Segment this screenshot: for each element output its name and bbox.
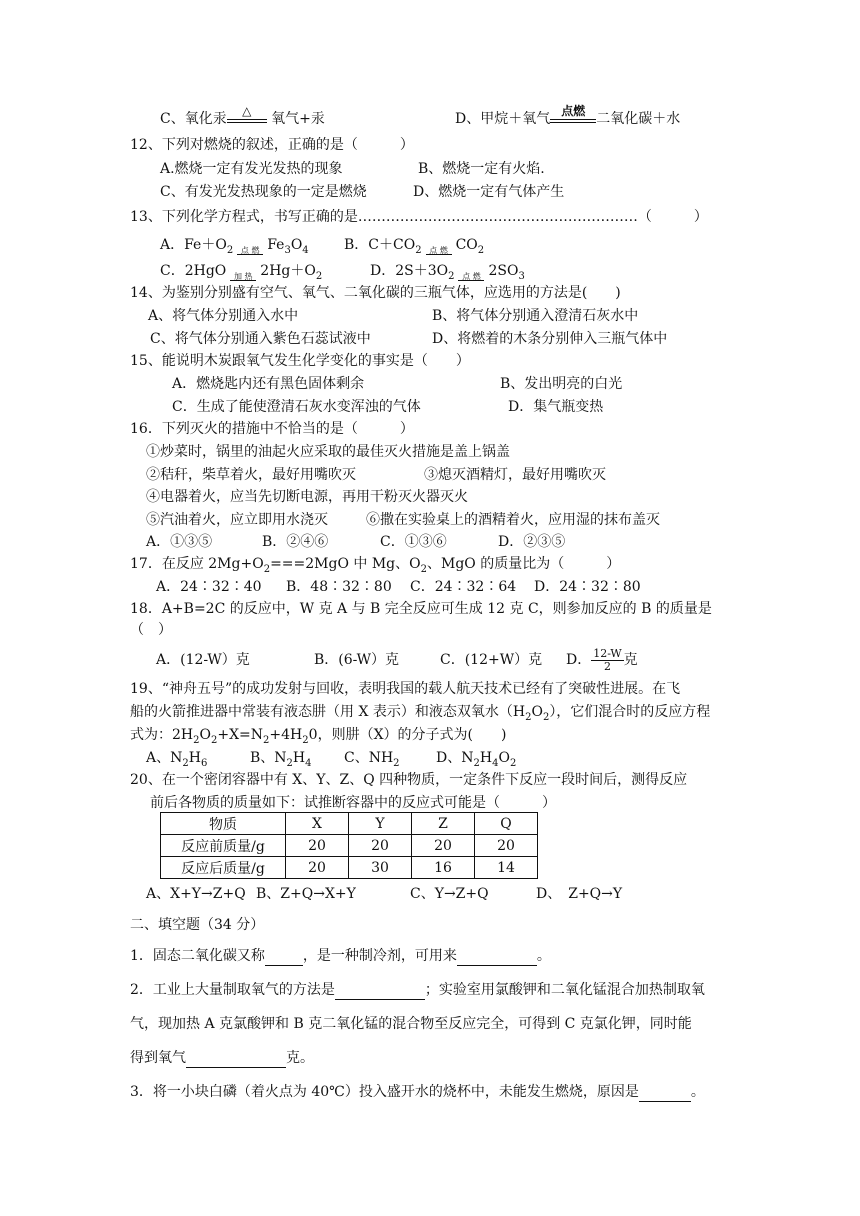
fill-question-1: 1．固态二氧化碳又称 ，是一种制冷剂，可用来 。 — [130, 948, 551, 964]
q19-option-d: D、$N_2H_4O_2$ — [436, 750, 517, 769]
q20-option-c: C、Y→Z+Q — [410, 886, 489, 902]
q19-line-1: 19、“神舟五号”的成功发射与回收，表明我国的载人航天技术已经有了突破性进展。在飞 — [130, 681, 681, 697]
q14-option-c: C、将气体分别通入紫色石蕊试液中 — [150, 331, 371, 347]
q16-option-b: B．②④⑥ — [262, 534, 329, 550]
q15-option-c: C．生成了能使澄清石灰水变浑浊的气体 — [172, 399, 421, 415]
q14-option-a: A、将气体分别通入水中 — [148, 308, 299, 324]
q13-option-b: B．$C+CO_2$ 点 燃 $CO_2$ — [344, 237, 485, 256]
q15-option-b: B、发出明亮的白光 — [500, 376, 623, 392]
q20-line-2: 前后各物质的质量如下：试推断容器中的反应式可能是（ ） — [150, 795, 556, 811]
q16-statement-3: ③熄灭酒精灯，最好用嘴吹灭 — [424, 467, 606, 483]
q18-stem: 18．A+B=2C 的反应中，W 克 A 与 B 完全反应可生成 12 克 C，则参加反应的 B 的质量是 — [130, 601, 712, 617]
fill-question-3: 3．将一小块白磷（着火点为 40℃）投入盛开水的烧杯中，未能发生燃烧，原因是 。 — [130, 1084, 705, 1100]
q11-option-c: C、氧化汞 △ 氧气+汞 — [160, 104, 325, 127]
q11-option-d: D、甲烷＋氧气 点燃 二氧化碳＋水 — [455, 104, 681, 127]
q17-option-c: C．24∶32∶64 — [410, 579, 517, 595]
heating-condition: △ — [227, 119, 267, 128]
q19-option-b: B、$N_2H_4$ — [250, 750, 312, 769]
table-cell: 20 — [349, 835, 412, 857]
table-row — [161, 835, 538, 857]
q20-option-a: A、X+Y→Z+Q — [146, 886, 246, 902]
q13-stem: 13、下列化学方程式，书写正确的是……………………………………………………（ ） — [130, 209, 708, 225]
q16-option-d: D．②③⑤ — [498, 534, 566, 550]
q16-stem: 16．下列灭火的措施中不恰当的是（ ） — [130, 421, 414, 437]
q20-option-b: B、Z+Q→X+Y — [256, 886, 356, 902]
q12-stem: 12、下列对燃烧的叙述，正确的是（ ） — [130, 137, 414, 153]
table-cell: 30 — [349, 857, 412, 879]
answer-blank[interactable] — [265, 947, 303, 966]
table-header-cell: 物质 — [161, 813, 286, 835]
q15-option-a: A．燃烧匙内还有黑色固体剩余 — [172, 376, 365, 392]
table-cell: 反应后质量/g — [161, 857, 286, 879]
ignition-condition: 点燃 — [550, 119, 596, 128]
q15-stem: 15、能说明木炭跟氧气发生化学变化的事实是（ ） — [130, 353, 470, 369]
q16-option-a: A．①③⑤ — [146, 534, 213, 550]
section-title: 二、填空题（34 分） — [130, 917, 265, 933]
fill-question-2-line-2: 气，现加热 A 克氯酸钾和 B 克二氧化锰的混合物至反应完全，可得到 C 克氯化钾，同时能 — [130, 1016, 692, 1032]
answer-blank[interactable] — [457, 947, 537, 966]
q18-option-d: D． $\frac{12-W}{2}$ 克 — [566, 646, 638, 673]
q12-option-b: B、燃烧一定有火焰. — [418, 161, 545, 177]
table-cell: 20 — [475, 835, 538, 857]
table-cell: 16 — [412, 857, 475, 879]
table-cell: 20 — [412, 835, 475, 857]
table-header-row — [161, 813, 538, 835]
q17-option-b: B．48∶32∶80 — [286, 579, 392, 595]
table-row — [161, 857, 538, 879]
table-header-cell: Z — [412, 813, 475, 835]
fill-question-2-line-3: 得到氧气 克。 — [130, 1050, 314, 1066]
q15-option-d: D．集气瓶变热 — [508, 399, 604, 415]
q13-option-c: C．2HgO 加 热 $2Hg+O_2$ — [160, 263, 323, 282]
q16-statement-6: ⑥撒在实验桌上的酒精着火，应用湿的抹布盖灭 — [366, 512, 660, 528]
q19-line-2: 船的火箭推进器中常装有液态肼（用 X 表示）和液态双氧水$(H_2O_2)$，它们混合时的反应方程 — [130, 704, 711, 723]
q14-option-d: D、将燃着的木条分别伸入三瓶气体中 — [432, 331, 668, 347]
q13-option-d: D．$2S+3O_2$ 点 燃 $2SO_3$ — [370, 263, 525, 282]
q17-option-d: D．24∶32∶80 — [534, 579, 641, 595]
q18-option-b: B．(6-W）克 — [314, 652, 400, 668]
q18-stem-paren: （ ） — [130, 622, 172, 638]
q14-stem: 14、为鉴别分别盛有空气、氧气、二氧化碳的三瓶气体，应选用的方法是( ) — [130, 285, 621, 301]
table-header-cell: Q — [475, 813, 538, 835]
table-header-cell: Y — [349, 813, 412, 835]
table-cell: 反应前质量/g — [161, 835, 286, 857]
table-cell: 14 — [475, 857, 538, 879]
q17-stem: 17．在反应 $2Mg+O_2===2MgO$ 中 Mg、$O_2$、MgO 的质量比为（ ） — [130, 556, 621, 575]
q16-option-c: C．①③⑥ — [380, 534, 447, 550]
q14-option-b: B、将气体分别通入澄清石灰水中 — [432, 308, 639, 324]
q19-line-3: 式为：$2H_2O_2+X=N_2+4H_20$，则肼（X）的分子式为( ) — [130, 727, 507, 746]
q20-option-d: D、 Z+Q→Y — [536, 886, 623, 902]
q16-statement-5: ⑤汽油着火，应立即用水浇灭 — [146, 512, 328, 528]
fraction: $\frac{12-W}{2}$ — [593, 646, 622, 673]
q17-option-a: A．24∶32∶40 — [156, 579, 262, 595]
q12-option-a: A.燃烧一定有发光发热的现象 — [160, 161, 343, 177]
table-header-cell: X — [286, 813, 349, 835]
q12-option-c: C、有发光发热现象的一定是燃烧 — [160, 184, 367, 200]
q13-option-a: A．$Fe+O_2$ 点 燃 $Fe_3O_4$ — [160, 237, 309, 256]
table-cell: 20 — [286, 835, 349, 857]
mass-table — [160, 812, 538, 879]
answer-blank[interactable] — [639, 1083, 691, 1102]
q16-statement-4: ④电器着火，应当先切断电源，再用干粉灭火器灭火 — [146, 489, 468, 505]
fill-question-2: 2．工业上大量制取氧气的方法是 ；实验室用氯酸钾和二氧化锰混合加热制取氧 — [130, 982, 705, 998]
q16-statement-1: ①炒菜时，锅里的油起火应采取的最佳灭火措施是盖上锅盖 — [146, 444, 510, 460]
q18-option-a: A．(12-W）克 — [156, 652, 250, 668]
q20-line-1: 20、在一个密闭容器中有 X、Y、Z、Q 四种物质，一定条件下反应一段时间后，测得反应 — [130, 772, 688, 788]
answer-blank[interactable] — [186, 1049, 286, 1068]
q18-option-c: C．(12+W）克 — [440, 652, 543, 668]
table-cell: 20 — [286, 857, 349, 879]
answer-blank[interactable] — [335, 981, 425, 1000]
q19-option-c: C、$NH_2$ — [344, 750, 400, 769]
q19-option-a: A、$N_2H_6$ — [146, 750, 208, 769]
q12-option-d: D、燃烧一定有气体产生 — [413, 184, 565, 200]
q16-statement-2: ②秸秆，柴草着火，最好用嘴吹灭 — [146, 467, 356, 483]
